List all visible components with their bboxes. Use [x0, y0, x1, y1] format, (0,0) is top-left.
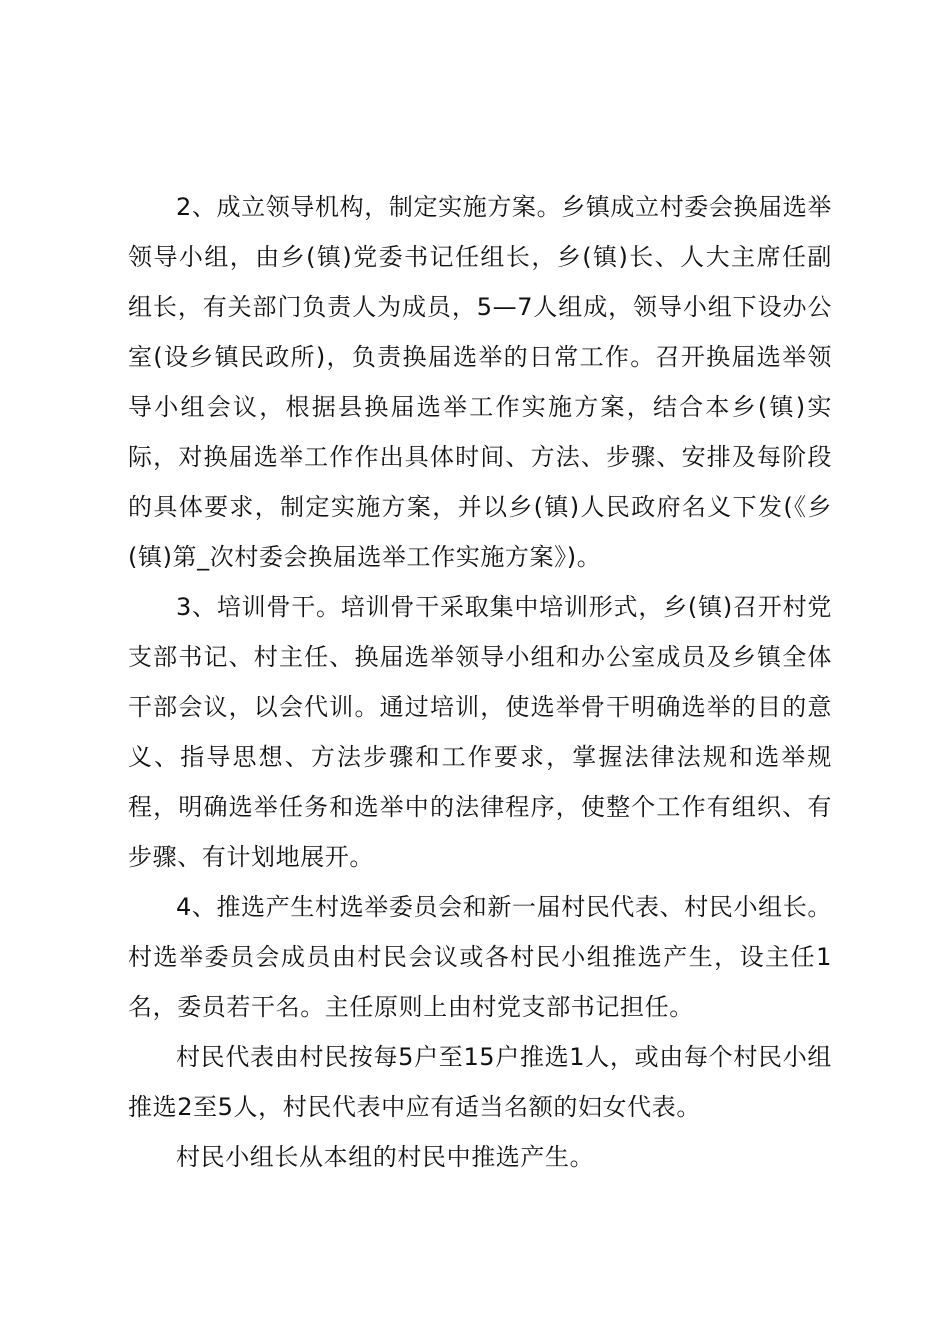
document-body [128, 182, 832, 1182]
paragraph-elect-committee: 4、推选产生村选举委员会和新一届村民代表、村民小组长。村选举委员会成员由村民会议或各村民小组推选产生，设主任1名，委员若干名。主任原则上由村党支部书记担任。 [128, 893, 832, 1021]
paragraph-train-backbone: 3、培训骨干。培训骨干采取集中培训形式，乡(镇)召开村党支部书记、村主任、换届选举领导小组和办公室成员及乡镇全体干部会议，以会代训。通过培训，使选举骨干明确选举的目的意义、指导思想、方法步骤和工作要求，掌握法律法规和选举规程，明确选举任务和选举中的法律程序，使整个工作有组织、有步骤、有计划地展开。 [128, 593, 832, 871]
paragraph-establish-leadership: 2、成立领导机构，制定实施方案。乡镇成立村委会换届选举领导小组，由乡(镇)党委书记任组长，乡(镇)长、人大主席任副组长，有关部门负责人为成员，5—7人组成，领导小组下设办公室(设乡镇民政所)，负责换届选举的日常工作。召开换届选举领导小组会议，根据县换届选举工作实施方案，结合本乡(镇)实际，对换届选举工作作出具体时间、方法、步骤、安排及每阶段的具体要求，制定实施方案，并以乡(镇)人民政府名义下发(《乡(镇)第_次村委会换届选举工作实施方案》)。 [128, 193, 832, 571]
paragraph-group-leaders: 村民小组长从本组的村民中推选产生。 [176, 1143, 595, 1171]
paragraph-villager-representatives: 村民代表由村民按每5户至15户推选1人，或由每个村民小组推选2至5人，村民代表中应有适当名额的妇女代表。 [128, 1043, 832, 1121]
